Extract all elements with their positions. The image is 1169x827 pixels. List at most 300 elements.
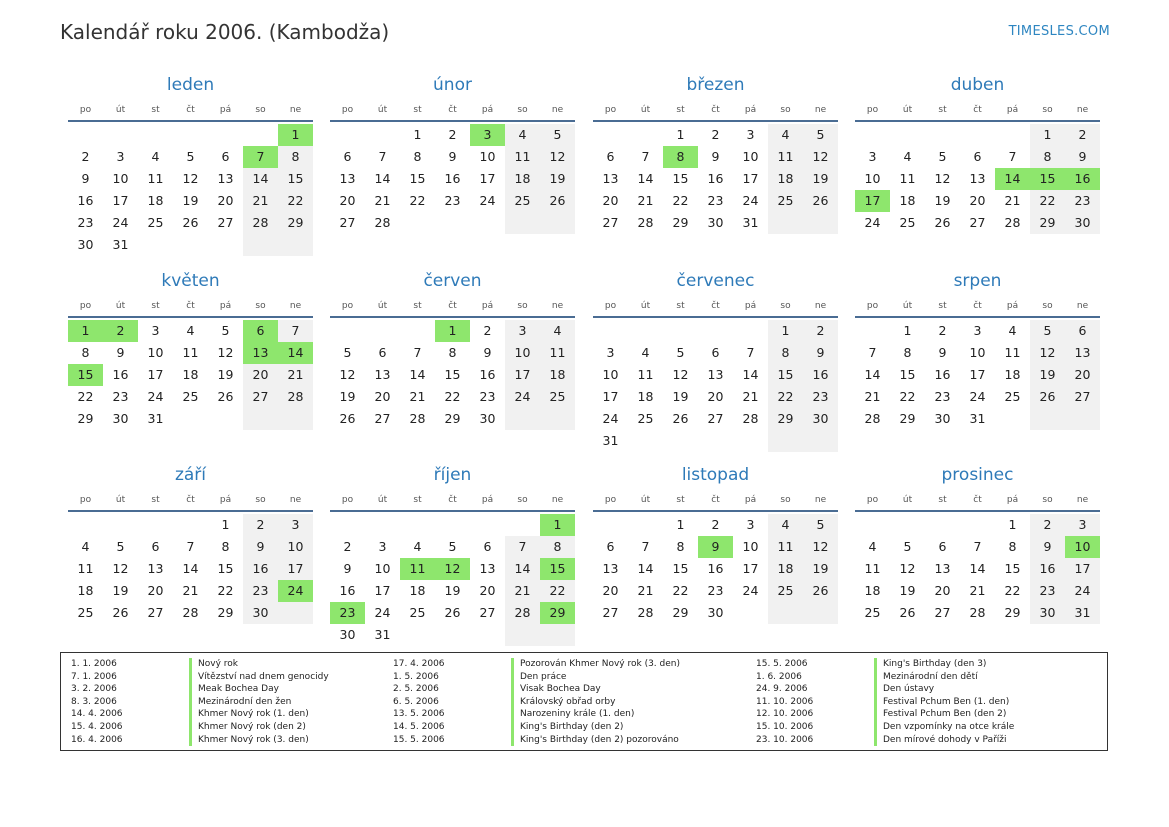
day-cell: 1	[221, 517, 230, 532]
empty-cell	[435, 212, 470, 234]
weekday-header	[68, 298, 313, 314]
day-cell: 3	[151, 323, 160, 338]
day-cell: 24	[505, 386, 540, 408]
weekday-header	[855, 298, 1100, 314]
day-cell: 29	[672, 605, 689, 620]
day-cell: 13	[374, 367, 391, 382]
holiday-date: 1. 5. 2006	[393, 671, 439, 682]
day-cell: 20	[707, 389, 724, 404]
day-cell: 10	[278, 536, 313, 558]
day-cell: 9	[116, 345, 125, 360]
day-cell: 24	[969, 389, 986, 404]
day-cell: 10	[374, 561, 391, 576]
holiday-name: Khmer Nový rok (1. den)	[189, 708, 309, 721]
day-cell: 24	[479, 193, 496, 208]
day-cell: 4	[903, 149, 912, 164]
day-cell: 10	[479, 149, 496, 164]
weekday-label: po	[604, 105, 617, 115]
day-cell: 22	[77, 389, 94, 404]
day-cell: 21	[278, 364, 313, 386]
day-cell: 15	[1004, 561, 1021, 576]
month-name: duben	[950, 75, 1005, 95]
holiday-date: 17. 4. 2006	[393, 659, 445, 669]
day-cell: 11	[400, 558, 435, 580]
day-cell: 19	[803, 168, 838, 190]
empty-cell	[173, 408, 208, 430]
day-cell: 19	[112, 583, 129, 598]
day-cell: 16	[707, 171, 724, 186]
month-name: září	[174, 465, 207, 485]
holiday-date: 12. 10. 2006	[756, 709, 814, 720]
day-cell: 14	[969, 561, 986, 576]
day-cell: 9	[1030, 536, 1065, 558]
days-grid	[330, 124, 575, 234]
day-cell: 6	[243, 320, 278, 342]
weekday-label: pá	[1006, 105, 1019, 115]
day-cell: 3	[116, 149, 125, 164]
empty-cell	[365, 514, 400, 536]
empty-cell	[628, 124, 663, 146]
weekday-label: út	[115, 105, 126, 115]
day-cell: 29	[768, 408, 803, 430]
day-cell: 18	[768, 558, 803, 580]
empty-cell	[138, 234, 173, 256]
day-cell: 14	[409, 367, 426, 382]
day-cell: 28	[182, 605, 199, 620]
day-cell: 27	[602, 605, 619, 620]
weekday-label: pá	[1006, 301, 1019, 311]
day-cell: 4	[81, 539, 90, 554]
day-cell: 15	[409, 171, 426, 186]
weekday-label: st	[151, 301, 160, 311]
weekday-header	[330, 102, 575, 118]
day-cell: 28	[243, 212, 278, 234]
weekday-header	[68, 492, 313, 508]
month-name: listopad	[681, 465, 750, 485]
header-divider	[68, 316, 313, 318]
empty-cell	[173, 124, 208, 146]
empty-cell	[733, 430, 768, 452]
day-cell: 19	[217, 367, 234, 382]
day-cell: 27	[339, 215, 356, 230]
day-cell: 11	[768, 536, 803, 558]
weekday-label: čt	[973, 495, 982, 505]
day-cell: 26	[1030, 386, 1065, 408]
day-cell: 17	[147, 367, 164, 382]
weekday-label: út	[377, 105, 388, 115]
empty-cell	[470, 212, 505, 234]
day-cell: 22	[409, 193, 426, 208]
holiday-date: 23. 10. 2006	[756, 734, 814, 745]
day-cell: 27	[217, 215, 234, 230]
header-divider	[330, 316, 575, 318]
empty-cell	[208, 124, 243, 146]
day-cell: 26	[444, 605, 461, 620]
weekday-label: ne	[551, 105, 564, 115]
day-cell: 16	[444, 171, 461, 186]
day-cell: 18	[1004, 367, 1021, 382]
empty-cell	[925, 514, 960, 536]
weekday-label: ne	[551, 301, 564, 311]
day-cell: 13	[243, 342, 278, 364]
weekday-label: čt	[711, 301, 720, 311]
holiday-legend	[60, 652, 1108, 751]
empty-cell	[365, 320, 400, 342]
day-cell: 23	[444, 193, 461, 208]
page-title: Kalendář roku 2006. (Kambodža)	[60, 20, 390, 44]
day-cell: 5	[221, 323, 230, 338]
day-cell: 1	[413, 127, 422, 142]
day-cell: 7	[378, 149, 387, 164]
day-cell: 4	[540, 320, 575, 342]
weekday-label: so	[517, 105, 528, 115]
day-cell: 31	[602, 433, 619, 448]
weekday-label: út	[377, 495, 388, 505]
day-cell: 1	[278, 124, 313, 146]
empty-cell	[890, 514, 925, 536]
day-cell: 1	[676, 517, 685, 532]
day-cell: 2	[711, 127, 720, 142]
day-cell: 28	[864, 411, 881, 426]
weekday-label: čt	[448, 105, 457, 115]
day-cell: 2	[711, 517, 720, 532]
day-cell: 20	[374, 389, 391, 404]
day-cell: 22	[1004, 583, 1021, 598]
day-cell: 11	[182, 345, 199, 360]
empty-cell	[243, 408, 278, 430]
day-cell: 25	[864, 605, 881, 620]
empty-cell	[733, 602, 768, 624]
day-cell: 26	[934, 215, 951, 230]
days-grid	[68, 320, 313, 430]
day-cell: 23	[934, 389, 951, 404]
day-cell: 30	[934, 411, 951, 426]
day-cell: 10	[602, 367, 619, 382]
holiday-name: Narozeniny krále (1. den)	[511, 708, 634, 721]
header-divider	[855, 510, 1100, 512]
day-cell: 25	[182, 389, 199, 404]
holiday-date: 14. 4. 2006	[71, 709, 123, 720]
day-cell: 10	[742, 149, 759, 164]
day-cell: 25	[1004, 389, 1021, 404]
day-cell: 7	[243, 146, 278, 168]
month-name: únor	[433, 75, 472, 95]
weekday-label: ne	[1076, 495, 1089, 505]
day-cell: 5	[448, 539, 457, 554]
day-cell: 14	[637, 171, 654, 186]
empty-cell	[628, 320, 663, 342]
day-cell: 7	[1008, 149, 1017, 164]
day-cell: 12	[182, 171, 199, 186]
day-cell: 18	[147, 193, 164, 208]
weekday-label: čt	[973, 301, 982, 311]
day-cell: 7	[641, 539, 650, 554]
day-cell: 2	[448, 127, 457, 142]
empty-cell	[698, 430, 733, 452]
day-cell: 20	[1065, 364, 1100, 386]
day-cell: 21	[969, 583, 986, 598]
day-cell: 20	[217, 193, 234, 208]
weekday-label: po	[604, 301, 617, 311]
header-divider	[855, 316, 1100, 318]
day-cell: 25	[147, 215, 164, 230]
empty-cell	[400, 624, 435, 646]
empty-cell	[593, 124, 628, 146]
day-cell: 19	[899, 583, 916, 598]
header-divider	[593, 316, 838, 318]
weekday-label: pá	[481, 105, 494, 115]
weekday-label: st	[938, 105, 947, 115]
day-cell: 28	[374, 215, 391, 230]
empty-cell	[330, 514, 365, 536]
day-cell: 19	[339, 389, 356, 404]
day-cell: 30	[707, 605, 724, 620]
day-cell: 20	[339, 193, 356, 208]
empty-cell	[505, 624, 540, 646]
weekday-label: st	[676, 105, 685, 115]
day-cell: 11	[505, 146, 540, 168]
day-cell: 29	[1004, 605, 1021, 620]
empty-cell	[365, 124, 400, 146]
day-cell: 8	[81, 345, 90, 360]
holiday-date: 15. 5. 2006	[756, 659, 808, 669]
empty-cell	[855, 514, 890, 536]
day-cell: 30	[77, 237, 94, 252]
day-cell: 5	[1030, 320, 1065, 342]
weekday-label: čt	[973, 105, 982, 115]
day-cell: 29	[278, 212, 313, 234]
day-cell: 11	[768, 146, 803, 168]
day-cell: 28	[505, 602, 540, 624]
day-cell: 21	[182, 583, 199, 598]
weekday-label: po	[604, 495, 617, 505]
day-cell: 2	[243, 514, 278, 536]
day-cell: 23	[1065, 190, 1100, 212]
day-cell: 25	[637, 411, 654, 426]
day-cell: 5	[803, 124, 838, 146]
weekday-header	[593, 492, 838, 508]
day-cell: 6	[343, 149, 352, 164]
empty-cell	[173, 234, 208, 256]
day-cell: 23	[112, 389, 129, 404]
weekday-label: ne	[814, 495, 827, 505]
empty-cell	[470, 514, 505, 536]
weekday-label: pá	[481, 495, 494, 505]
empty-cell	[540, 624, 575, 646]
day-cell: 14	[278, 342, 313, 364]
weekday-label: ne	[289, 301, 302, 311]
weekday-label: st	[151, 105, 160, 115]
empty-cell	[138, 124, 173, 146]
day-cell: 26	[803, 580, 838, 602]
empty-cell	[803, 602, 838, 624]
day-cell: 15	[444, 367, 461, 382]
day-cell: 12	[540, 146, 575, 168]
month-3	[593, 72, 838, 234]
day-cell: 4	[151, 149, 160, 164]
empty-cell	[925, 124, 960, 146]
day-cell: 25	[409, 605, 426, 620]
empty-cell	[540, 212, 575, 234]
holiday-date: 7. 1. 2006	[71, 671, 117, 682]
day-cell: 23	[243, 580, 278, 602]
empty-cell	[733, 320, 768, 342]
day-cell: 23	[330, 602, 365, 624]
day-cell: 26	[899, 605, 916, 620]
day-cell: 6	[973, 149, 982, 164]
month-7	[593, 268, 838, 452]
days-grid	[68, 514, 313, 624]
day-cell: 14	[864, 367, 881, 382]
day-cell: 24	[1065, 580, 1100, 602]
empty-cell	[138, 514, 173, 536]
day-cell: 8	[663, 146, 698, 168]
month-6	[330, 268, 575, 430]
day-cell: 23	[707, 193, 724, 208]
holiday-date: 15. 5. 2006	[393, 734, 445, 745]
holiday-name: Khmer Nový rok (den 2)	[189, 721, 306, 734]
day-cell: 10	[112, 171, 129, 186]
empty-cell	[103, 124, 138, 146]
day-cell: 8	[676, 539, 685, 554]
weekday-label: čt	[186, 105, 195, 115]
day-cell: 6	[151, 539, 160, 554]
weekday-header	[855, 492, 1100, 508]
empty-cell	[628, 430, 663, 452]
weekday-label: po	[79, 105, 92, 115]
day-cell: 18	[637, 389, 654, 404]
day-cell: 24	[112, 215, 129, 230]
day-cell: 21	[374, 193, 391, 208]
weekday-label: po	[866, 105, 879, 115]
day-cell: 27	[707, 411, 724, 426]
day-cell: 5	[676, 345, 685, 360]
day-cell: 17	[855, 190, 890, 212]
month-8	[855, 268, 1100, 430]
day-cell: 10	[969, 345, 986, 360]
day-cell: 20	[934, 583, 951, 598]
day-cell: 3	[746, 127, 755, 142]
empty-cell	[698, 320, 733, 342]
day-cell: 17	[479, 171, 496, 186]
day-cell: 15	[899, 367, 916, 382]
holiday-date: 2. 5. 2006	[393, 684, 439, 695]
weekday-label: so	[517, 301, 528, 311]
day-cell: 28	[637, 605, 654, 620]
day-cell: 10	[147, 345, 164, 360]
day-cell: 8	[1008, 539, 1017, 554]
month-name: červenec	[676, 271, 755, 291]
header-divider	[593, 120, 838, 122]
day-cell: 9	[448, 149, 457, 164]
day-cell: 9	[711, 149, 720, 164]
day-cell: 13	[479, 561, 496, 576]
day-cell: 6	[606, 149, 615, 164]
weekday-label: st	[938, 301, 947, 311]
day-cell: 25	[768, 190, 803, 212]
day-cell: 9	[243, 536, 278, 558]
day-cell: 24	[147, 389, 164, 404]
holiday-date: 11. 10. 2006	[756, 696, 814, 707]
day-cell: 11	[147, 171, 164, 186]
empty-cell	[435, 624, 470, 646]
weekday-label: ne	[289, 495, 302, 505]
day-cell: 21	[505, 580, 540, 602]
day-cell: 22	[768, 386, 803, 408]
holiday-name: Den práce	[511, 671, 566, 684]
weekday-label: so	[780, 495, 791, 505]
day-cell: 19	[934, 193, 951, 208]
day-cell: 15	[1030, 168, 1065, 190]
days-grid	[330, 320, 575, 430]
day-cell: 13	[969, 171, 986, 186]
empty-cell	[243, 234, 278, 256]
day-cell: 7	[746, 345, 755, 360]
day-cell: 27	[934, 605, 951, 620]
day-cell: 22	[278, 190, 313, 212]
weekday-label: čt	[448, 301, 457, 311]
day-cell: 17	[742, 561, 759, 576]
days-grid	[855, 124, 1100, 234]
empty-cell	[663, 320, 698, 342]
day-cell: 20	[969, 193, 986, 208]
day-cell: 13	[217, 171, 234, 186]
empty-cell	[208, 408, 243, 430]
weekday-label: po	[341, 495, 354, 505]
day-cell: 1	[1030, 124, 1065, 146]
day-cell: 12	[112, 561, 129, 576]
holiday-name: King's Birthday (den 2) pozorováno	[511, 734, 679, 747]
day-cell: 14	[374, 171, 391, 186]
weekday-label: ne	[551, 495, 564, 505]
day-cell: 29	[540, 602, 575, 624]
empty-cell	[505, 514, 540, 536]
weekday-label: pá	[744, 495, 757, 505]
holiday-name: Nový rok	[189, 658, 238, 671]
day-cell: 13	[1065, 342, 1100, 364]
weekday-label: út	[640, 105, 651, 115]
day-cell: 1	[435, 320, 470, 342]
holiday-name: King's Birthday (den 2)	[511, 721, 623, 734]
day-cell: 28	[278, 386, 313, 408]
weekday-label: čt	[186, 495, 195, 505]
day-cell: 31	[112, 237, 129, 252]
day-cell: 27	[374, 411, 391, 426]
day-cell: 11	[864, 561, 881, 576]
holiday-name: Khmer Nový rok (3. den)	[189, 734, 309, 747]
empty-cell	[278, 602, 313, 624]
weekday-label: ne	[1076, 105, 1089, 115]
empty-cell	[593, 320, 628, 342]
day-cell: 1	[68, 320, 103, 342]
day-cell: 29	[899, 411, 916, 426]
weekday-label: pá	[219, 495, 232, 505]
day-cell: 18	[77, 583, 94, 598]
day-cell: 6	[483, 539, 492, 554]
day-cell: 25	[540, 386, 575, 408]
day-cell: 30	[339, 627, 356, 642]
weekday-label: st	[676, 495, 685, 505]
day-cell: 2	[938, 323, 947, 338]
holiday-date: 8. 3. 2006	[71, 696, 117, 707]
weekday-header	[330, 298, 575, 314]
day-cell: 15	[540, 558, 575, 580]
day-cell: 1	[903, 323, 912, 338]
brand-link[interactable]: TIMESLES.COM	[1008, 24, 1110, 39]
days-grid	[593, 514, 838, 624]
day-cell: 26	[803, 190, 838, 212]
day-cell: 14	[243, 168, 278, 190]
